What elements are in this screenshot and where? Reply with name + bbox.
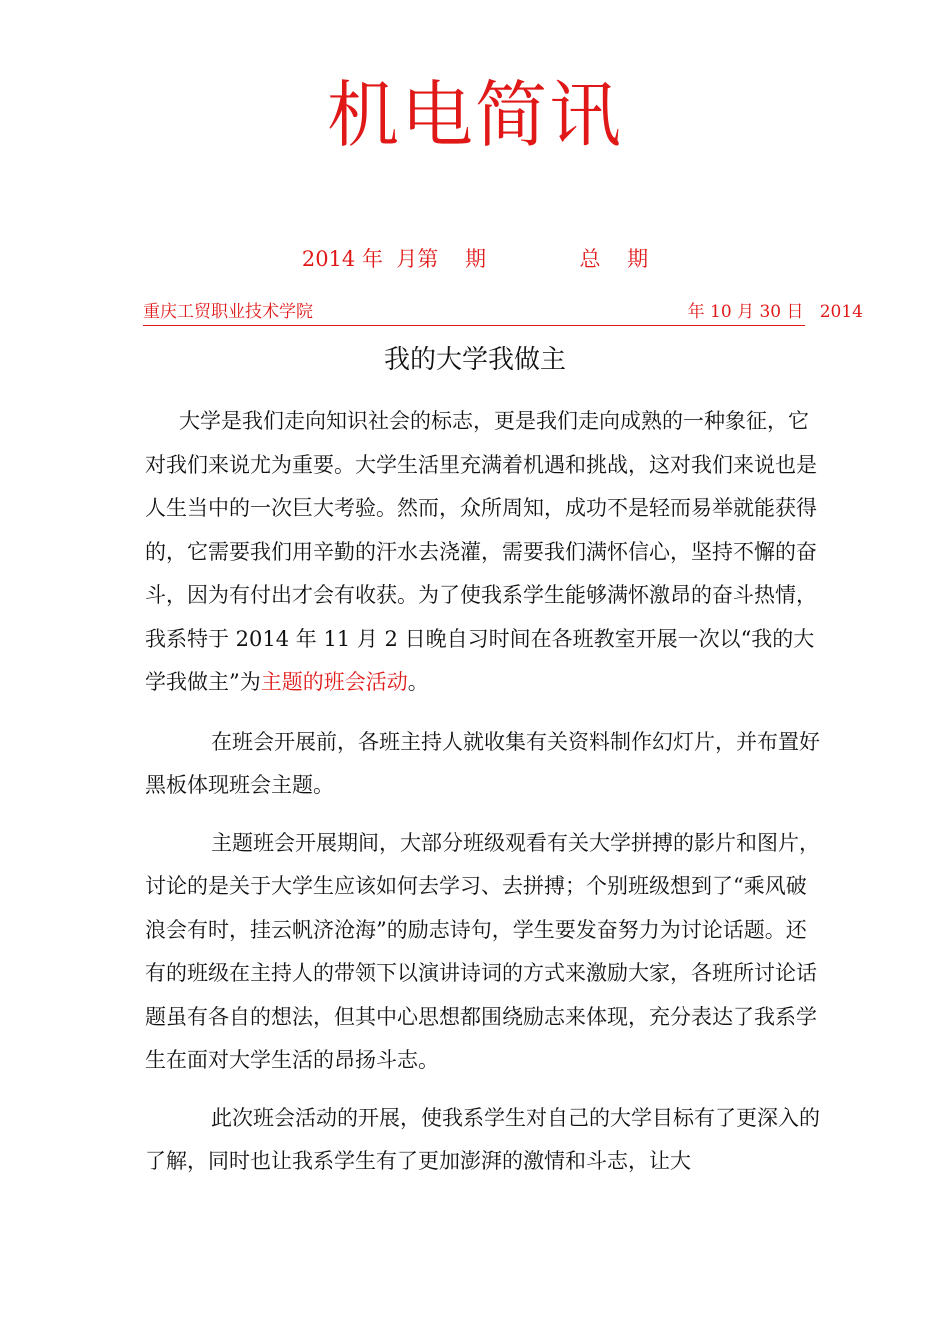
- highlighted-phrase: 主题的班会活动: [260, 670, 408, 694]
- header-row: [143, 300, 863, 326]
- article-title: 我的大学我做主: [383, 345, 566, 375]
- paragraph-1: [145, 400, 825, 705]
- paragraph-1-tail: 。: [407, 670, 429, 694]
- issue-line: 2014 年 月第 期 总 期: [301, 247, 649, 271]
- publish-date: 年 10 月 30 日 2014: [687, 302, 863, 322]
- paragraph-4: 此次班会活动的开展，使我系学生对自己的大学目标有了更深入的了解，同时也让我系学生有了更加澎湃的激情和斗志，让大: [145, 1105, 820, 1173]
- article-body: [145, 400, 825, 1198]
- paragraph-3: 主题班会开展期间，大部分班级观看有关大学拼搏的影片和图片，讨论的是关于大学生应该如何去学习、去拼搏；个别班级想到了“乘风破浪会有时，挂云帆济沧海”的励志诗句，学生要发奋努力为讨论话题。还有的班级在主持人的带领下以演讲诗词的方式来激励大家，各班所讨论话题虽有各自的想法，但其中心思想都围绕励志来体现，充分表达了我系学生在面对大学生活的昂扬斗志。: [145, 830, 820, 1072]
- masthead-title: 机电简讯: [326, 73, 623, 157]
- paragraph-1-text: 大学是我们走向知识社会的标志，更是我们走向成熟的一种象征，它对我们来说尤为重要。大学生活里充满着机遇和挑战，这对我们来说也是人生当中的一次巨大考验。然而，众所周知，成功不是轻而易举就能获得的，它需要我们用辛勤的汗水去浇灌，需要我们满怀信心，坚持不懈的奋斗，因为有付出才会有收获。为了使我系学生能够满怀激昂的奋斗热情，我系特于 2014 年 11 月 2 日晚自习时间在各班教室开展一次以“我的大学我做主”为: [145, 409, 817, 694]
- institution-name: 重庆工贸职业技术学院: [143, 302, 313, 322]
- header-divider: [143, 325, 805, 326]
- paragraph-2: 在班会开展前，各班主持人就收集有关资料制作幻灯片，并布置好黑板体现班会主题。: [145, 729, 820, 797]
